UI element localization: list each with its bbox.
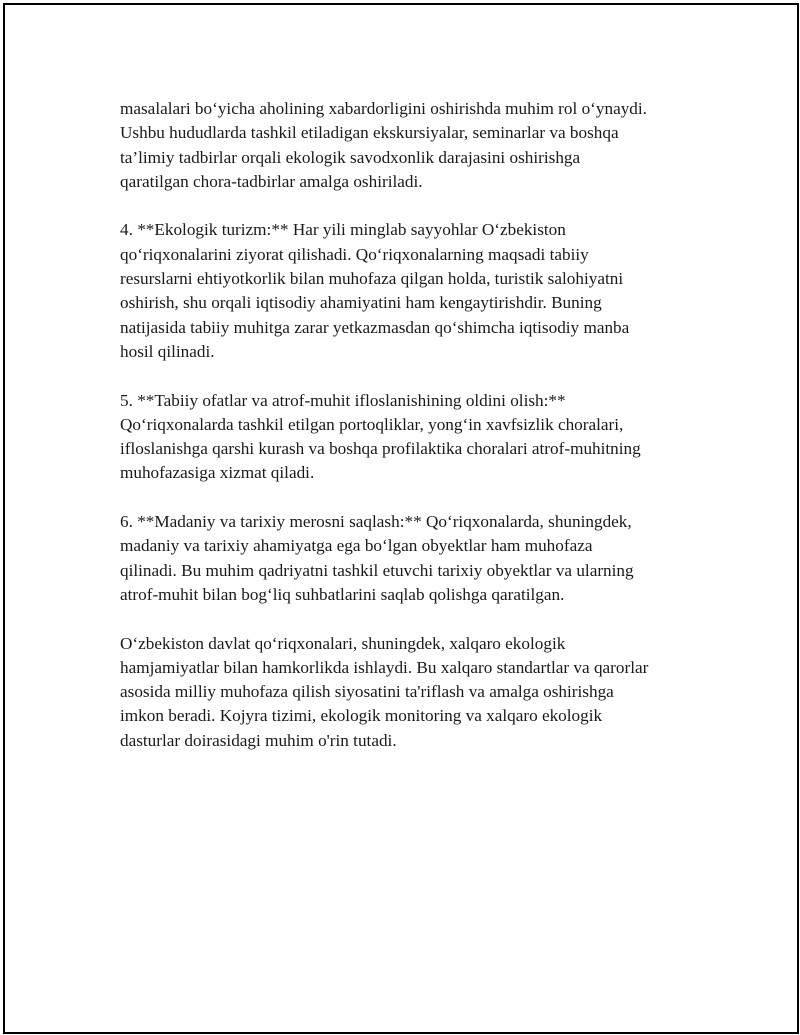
text-line: qilinadi. Bu muhim qadriyatni tashkil etuvchi tarixiy obyektlar va ularning (120, 560, 634, 580)
text-line: imkon beradi. Kojyra tizimi, ekologik monitoring va xalqaro ekologik (120, 706, 603, 726)
paragraph-cultural-heritage (120, 510, 700, 607)
text-line: ifloslanishga qarshi kurash va boshqa profilaktika choralari atrof-muhitning (120, 439, 641, 459)
text-line: madaniy va tarixiy ahamiyatga ega bo‘lgan obyektlar ham muhofaza (120, 536, 593, 556)
paragraph-disaster-prevention (120, 389, 700, 486)
document-page (3, 3, 799, 1034)
text-line: masalalari bo‘yicha aholining xabardorligini oshirishda muhim rol o‘ynaydi. (120, 99, 647, 118)
text-line: oshirish, shu orqali iqtisodiy ahamiyatini ham kengaytirishdir. Buning (120, 293, 602, 313)
text-line: muhofazasiga xizmat qiladi. (120, 463, 315, 483)
text-line: 4. **Ekologik turizm:** Har yili minglab sayyohlar O‘zbekiston (120, 220, 566, 240)
text-line: hamjamiyatlar bilan hamkorlikda ishlaydi. Bu xalqaro standartlar va qarorlar (120, 657, 649, 677)
text-line: atrof-muhit bilan bog‘liq suhbatlarini saqlab qolishga qaratilgan. (120, 584, 565, 604)
text-line: resurslarni ehtiyotkorlik bilan muhofaza qilgan holda, turistik salohiyatni (120, 269, 624, 289)
paragraph-intro-continuation (120, 97, 700, 194)
text-line: Qo‘riqxonalarda tashkil etilgan portoqliklar, yong‘in xavfsizlik choralari, (120, 414, 624, 434)
text-line: qaratilgan chora-tadbirlar amalga oshiriladi. (120, 171, 423, 191)
text-line: hosil qilinadi. (120, 341, 215, 361)
text-line: O‘zbekiston davlat qo‘riqxonalari, shuningdek, xalqaro ekologik (120, 633, 566, 653)
text-line: 5. **Tabiiy ofatlar va atrof-muhit ifloslanishining oldini olish:** (120, 390, 566, 410)
document-body (120, 97, 700, 777)
text-line: dasturlar doirasidagi muhim o'rin tutadi. (120, 730, 397, 750)
text-line: 6. **Madaniy va tarixiy merosni saqlash:** Qo‘riqxonalarda, shuningdek, (120, 512, 632, 532)
text-line: ta’limiy tadbirlar orqali ekologik savodxonlik darajasini oshirishga (120, 147, 581, 167)
text-line: natijasida tabiiy muhitga zarar yetkazmasdan qo‘shimcha iqtisodiy manba (120, 317, 630, 337)
text-line: asosida milliy muhofaza qilish siyosatini ta'riflash va amalga oshirishga (120, 682, 614, 702)
paragraph-international-cooperation (120, 632, 700, 753)
text-line: qo‘riqxonalarini ziyorat qilishadi. Qo‘riqxonalarning maqsadi tabiiy (120, 244, 589, 264)
paragraph-ecotourism (120, 218, 700, 364)
text-line: Ushbu hududlarda tashkil etiladigan ekskursiyalar, seminarlar va boshqa (120, 123, 619, 143)
